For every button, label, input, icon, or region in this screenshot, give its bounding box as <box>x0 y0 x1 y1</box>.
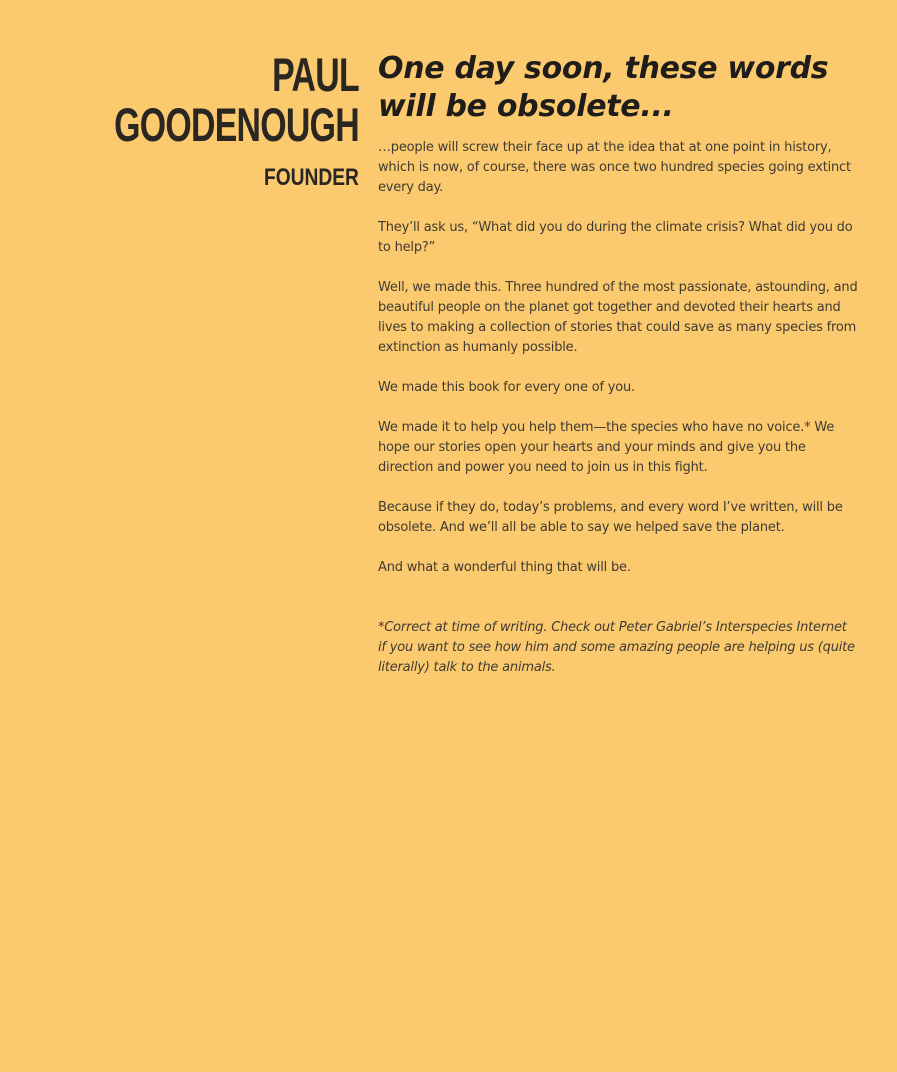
headline <box>378 50 858 126</box>
headline-line-1: One day soon, these words <box>378 51 829 86</box>
body-paragraph-4: We made this book for every one of you. <box>378 380 635 395</box>
body-paragraph-2: They’ll ask us, “What did you do during the climate crisis? What did you do to help?” <box>378 220 853 255</box>
author-name-last: GOODENOUGH <box>114 98 359 151</box>
body-paragraph-3: Well, we made this. Three hundred of the most passionate, astounding, and beautiful people on the planet got together and devoted their hearts and lives to making a collection of stories that could save as many species from extinction as humanly possible. <box>378 280 858 355</box>
body-paragraph-7: And what a wonderful thing that will be. <box>378 560 631 575</box>
article <box>378 50 858 691</box>
author-role: FOUNDER <box>264 164 359 191</box>
body-paragraph-6: Because if they do, today’s problems, and every word I’ve written, will be obsolete. And we’ll all be able to say we helped save the planet. <box>378 500 843 535</box>
author-block <box>19 50 359 192</box>
author-name-first: PAUL <box>272 48 359 101</box>
footnote: *Correct at time of writing. Check out Peter Gabriel’s Interspecies Internet if you want to see how him and some amazing people are helping us (quite literally) talk to the animals. <box>378 620 855 675</box>
headline-line-2: will be obsolete... <box>378 89 674 124</box>
body-paragraph-1: …people will screw their face up at the idea that at one point in history, which is now, of course, there was once two hundred species going extinct every day. <box>378 140 851 195</box>
body-paragraph-5: We made it to help you help them—the species who have no voice.* We hope our stories open your hearts and your minds and give you the direction and power you need to join us in this fight. <box>378 420 835 475</box>
